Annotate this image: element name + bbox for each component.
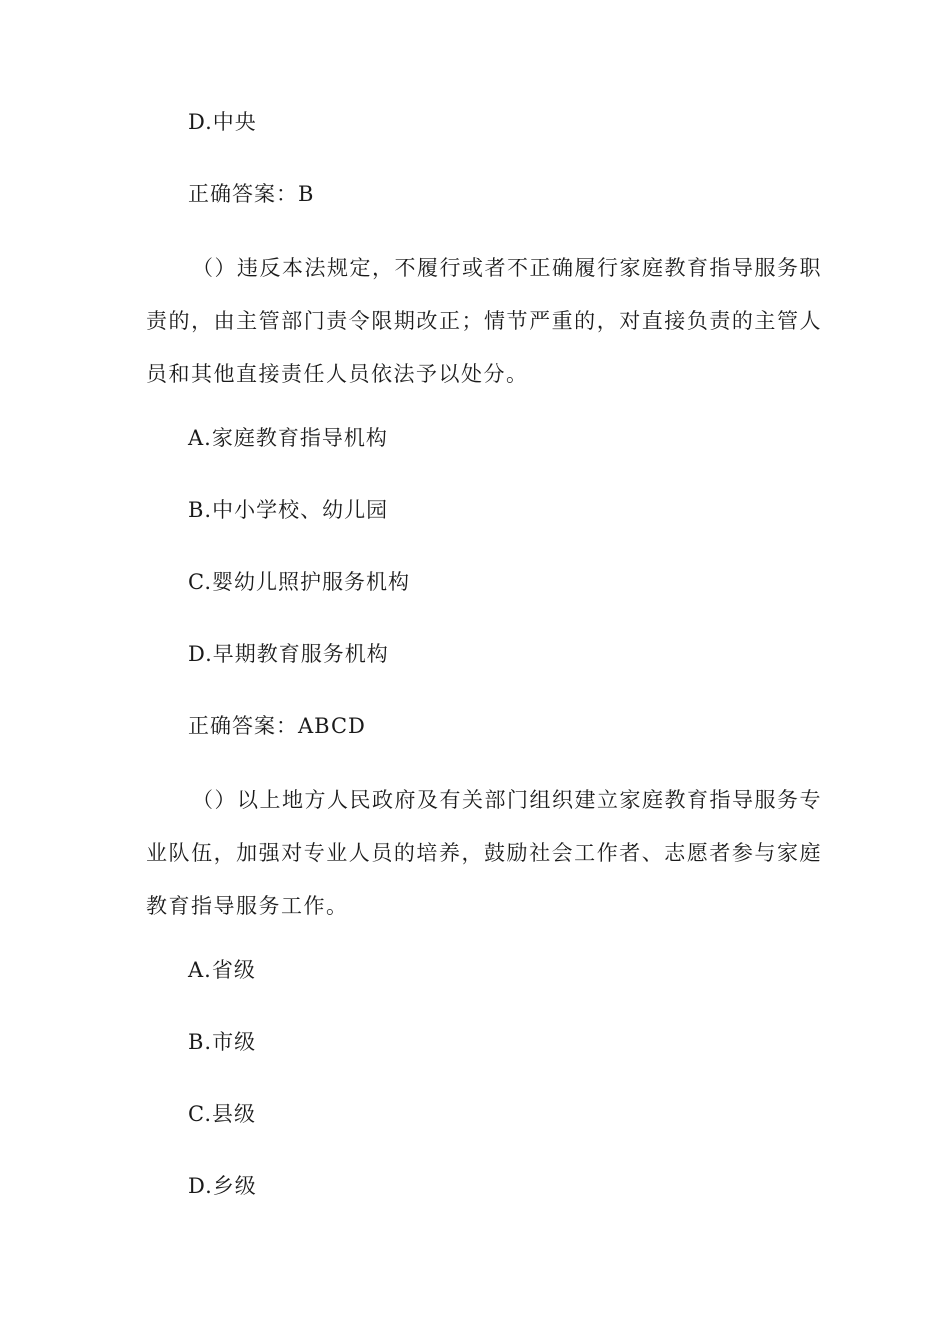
- prev-answer: 正确答案：B: [188, 182, 315, 206]
- question-1-option-d: D.早期教育服务机构: [188, 642, 389, 666]
- question-2-option-c: C.县级: [188, 1102, 256, 1126]
- question-2-option-d: D.乡级: [188, 1174, 257, 1198]
- question-2-option-b: B.市级: [188, 1030, 257, 1054]
- question-2-option-a: A.省级: [188, 958, 256, 982]
- question-1-option-a: A.家庭教育指导机构: [188, 426, 388, 450]
- question-1-option-b: B.中小学校、幼儿园: [188, 498, 389, 522]
- question-2-stem: （）以上地方人民政府及有关部门组织建立家庭教育指导服务专业队伍，加强对专业人员的培养，鼓励社会工作者、志愿者参与家庭教育指导服务工作。: [146, 788, 822, 918]
- question-1-stem: （）违反本法规定，不履行或者不正确履行家庭教育指导服务职责的，由主管部门责令限期改正；情节严重的，对直接负责的主管人员和其他直接责任人员依法予以处分。: [146, 256, 822, 386]
- question-1-answer: 正确答案：ABCD: [188, 714, 366, 738]
- question-1-option-c: C.婴幼儿照护服务机构: [188, 570, 410, 594]
- prev-option-d: D.中央: [188, 110, 257, 134]
